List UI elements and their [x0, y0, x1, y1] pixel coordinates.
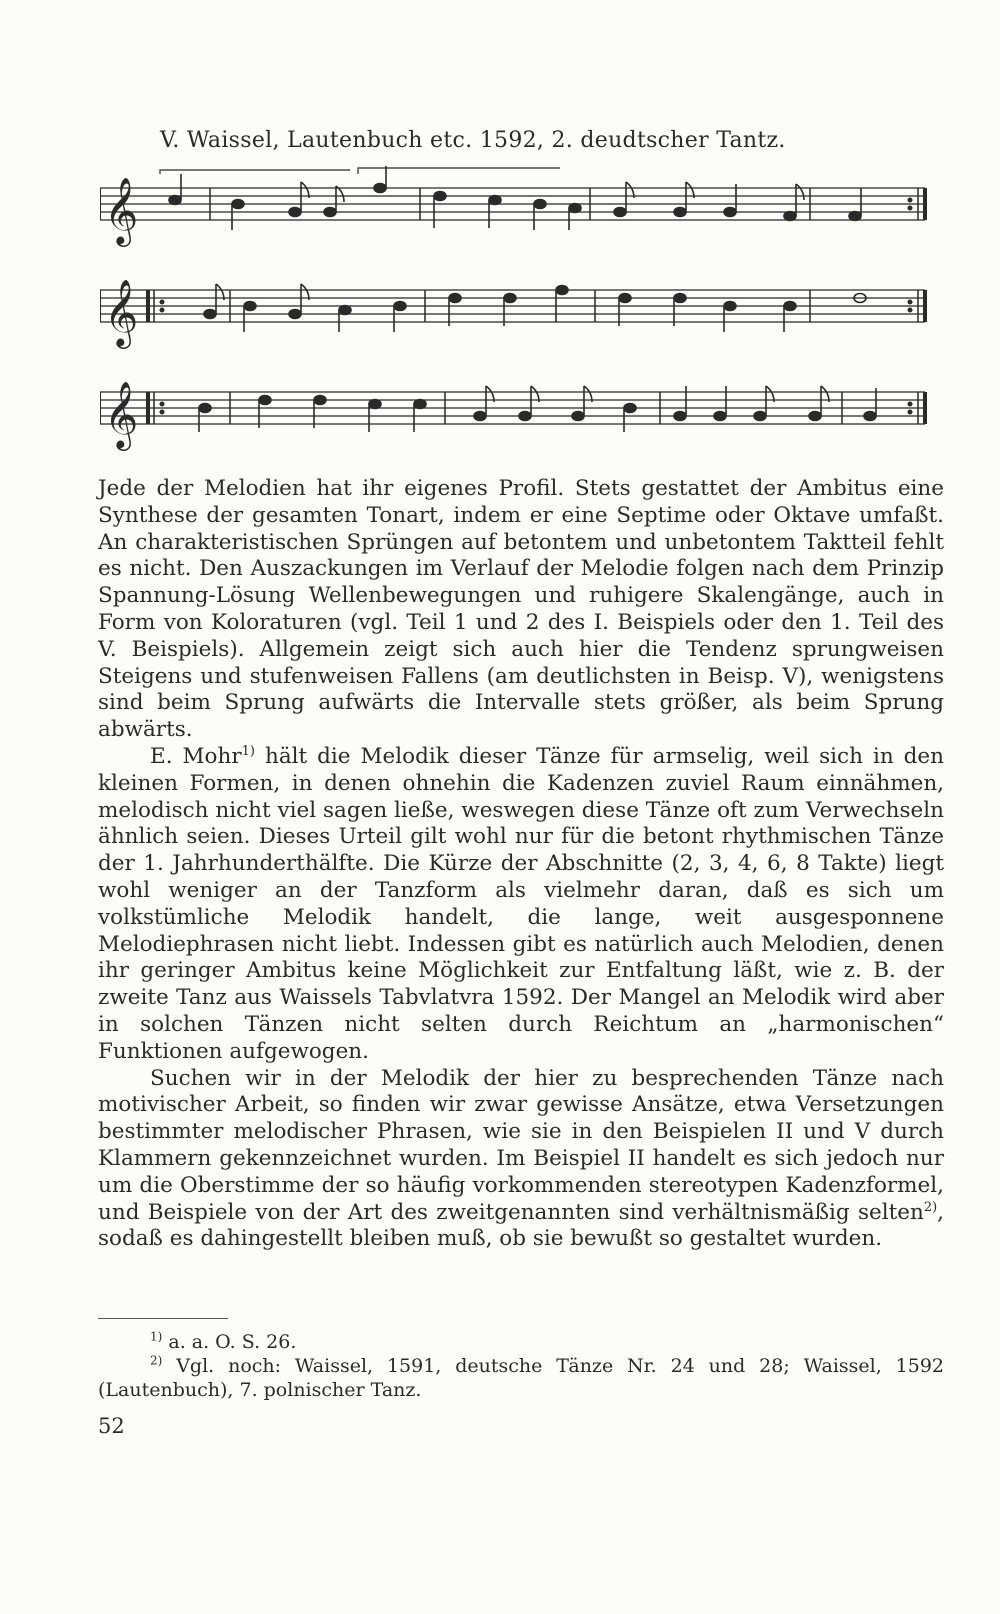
paragraph-1: Jede der Melodien hat ihr eigenes Profil. Stets gestattet der Ambitus eine Synthese der gesamten Tonart, indem er eine Septime oder Oktave umfaßt. An charakteristischen Sprüngen auf betontem und unbetontem Taktteil fehlt es nicht. Den Auszackungen im Verlauf der Melodie folgen nach dem Prinzip Spannung-Lösung Wellenbewegungen und ruhigere Skalengänge, auch in Form von Koloraturen (vgl. Teil 1 und 2 des I. Beispiels oder den 1. Teil des V. Beispiels). Allgemein zeigt sich auch hier die Tendenz sprungweisen Steigens und stufenweisen Fallens (am deutlichsten in Beisp. V), wenigstens sind beim Sprung aufwärts die Intervalle stets größer, als beim Sprung abwärts. [98, 476, 944, 743]
treble-clef-icon: 𝄞 [104, 380, 139, 448]
paragraph-3-start: Suchen wir in der Melodik der hier zu besprechenden Tänze nach motivischer Arbeit, so finden wir zwar gewisse Ansätze, etwa Versetzungen bestimmter melodischer Phrasen, wie sie in den Beispielen II und V durch Klammern gekennzeichnet wurden. Im Beispiel II handelt es sich jedoch nur um die Oberstimme der so häufig vorkommenden stereotypen Kadenzformel, und Beispiele von der Art des zweitgenannten sind verhältnismäßig selten [98, 1065, 944, 1225]
footnote-1-text: a. a. O. S. 26. [162, 1331, 297, 1353]
footnote-1 [98, 1330, 944, 1354]
music-staff-1 [100, 168, 925, 220]
treble-clefs [104, 176, 138, 451]
body-text [98, 476, 944, 1253]
paragraph-2-rest: hält die Melodik dieser Tänze für armselig, weil sich in den kleinen Formen, in denen ohnehin die Kadenzen zuviel Raum einnähmen, melodisch nicht viel sagen ließe, weswegen diese Tänze oft zum Verwechseln ähnlich seien. Dieses Urteil gilt wohl nur für die betont rhythmischen Tänze der 1. Jahrhunderthälfte. Die Kürze der Abschnitte (2, 3, 4, 6, 8 Takte) liegt wohl weniger an der Tanzform als vielmehr daran, daß es sich um volkstümliche Melodik handelt, die lange, weit ausgesponnene Melodiephrasen nicht liebt. Indessen gibt es natürlich auch Melodien, denen ihr geringer Ambitus keine Möglichkeit zur Entfaltung läßt, wie z. B. der zweite Tanz aus Waissels Tabvlatvra 1592. Der Mangel an Melodik wird aber in solchen Tänzen nicht selten durch Reichtum an „harmonischen“ Funktionen aufgewogen. [98, 743, 945, 1064]
note-flags [216, 182, 829, 402]
footnote-2-text: Vgl. noch: Waissel, 1591, deutsche Tänze Nr. 24 und 28; Waissel, 1592 (Lautenbuch), 7. polnischer Tanz. [98, 1355, 944, 1401]
music-example-caption: V. Waissel, Lautenbuch etc. 1592, 2. deudtscher Tantz. [160, 128, 786, 153]
paragraph-2 [98, 744, 944, 1066]
footnote-divider [98, 1318, 228, 1319]
paragraph-2-start: E. Mohr [150, 743, 242, 769]
treble-clef-icon: 𝄞 [104, 176, 139, 244]
paragraph-3-rest: , sodaß es dahingestellt bleiben muß, ob sie bewußt so gestaltet wurden. [98, 1199, 944, 1252]
footnote-2 [98, 1354, 944, 1402]
treble-clef-icon: 𝄞 [104, 278, 139, 346]
footnote-ref-2: 2) [923, 1199, 938, 1215]
footnote-2-mark: 2) [150, 1353, 163, 1368]
footnotes [98, 1330, 944, 1402]
footnote-1-mark: 1) [150, 1329, 163, 1344]
footnote-ref-1: 1) [241, 743, 255, 759]
page-number: 52 [98, 1414, 125, 1438]
paragraph-3 [98, 1066, 944, 1254]
music-staff-3 [100, 392, 925, 424]
music-notation [100, 160, 950, 470]
